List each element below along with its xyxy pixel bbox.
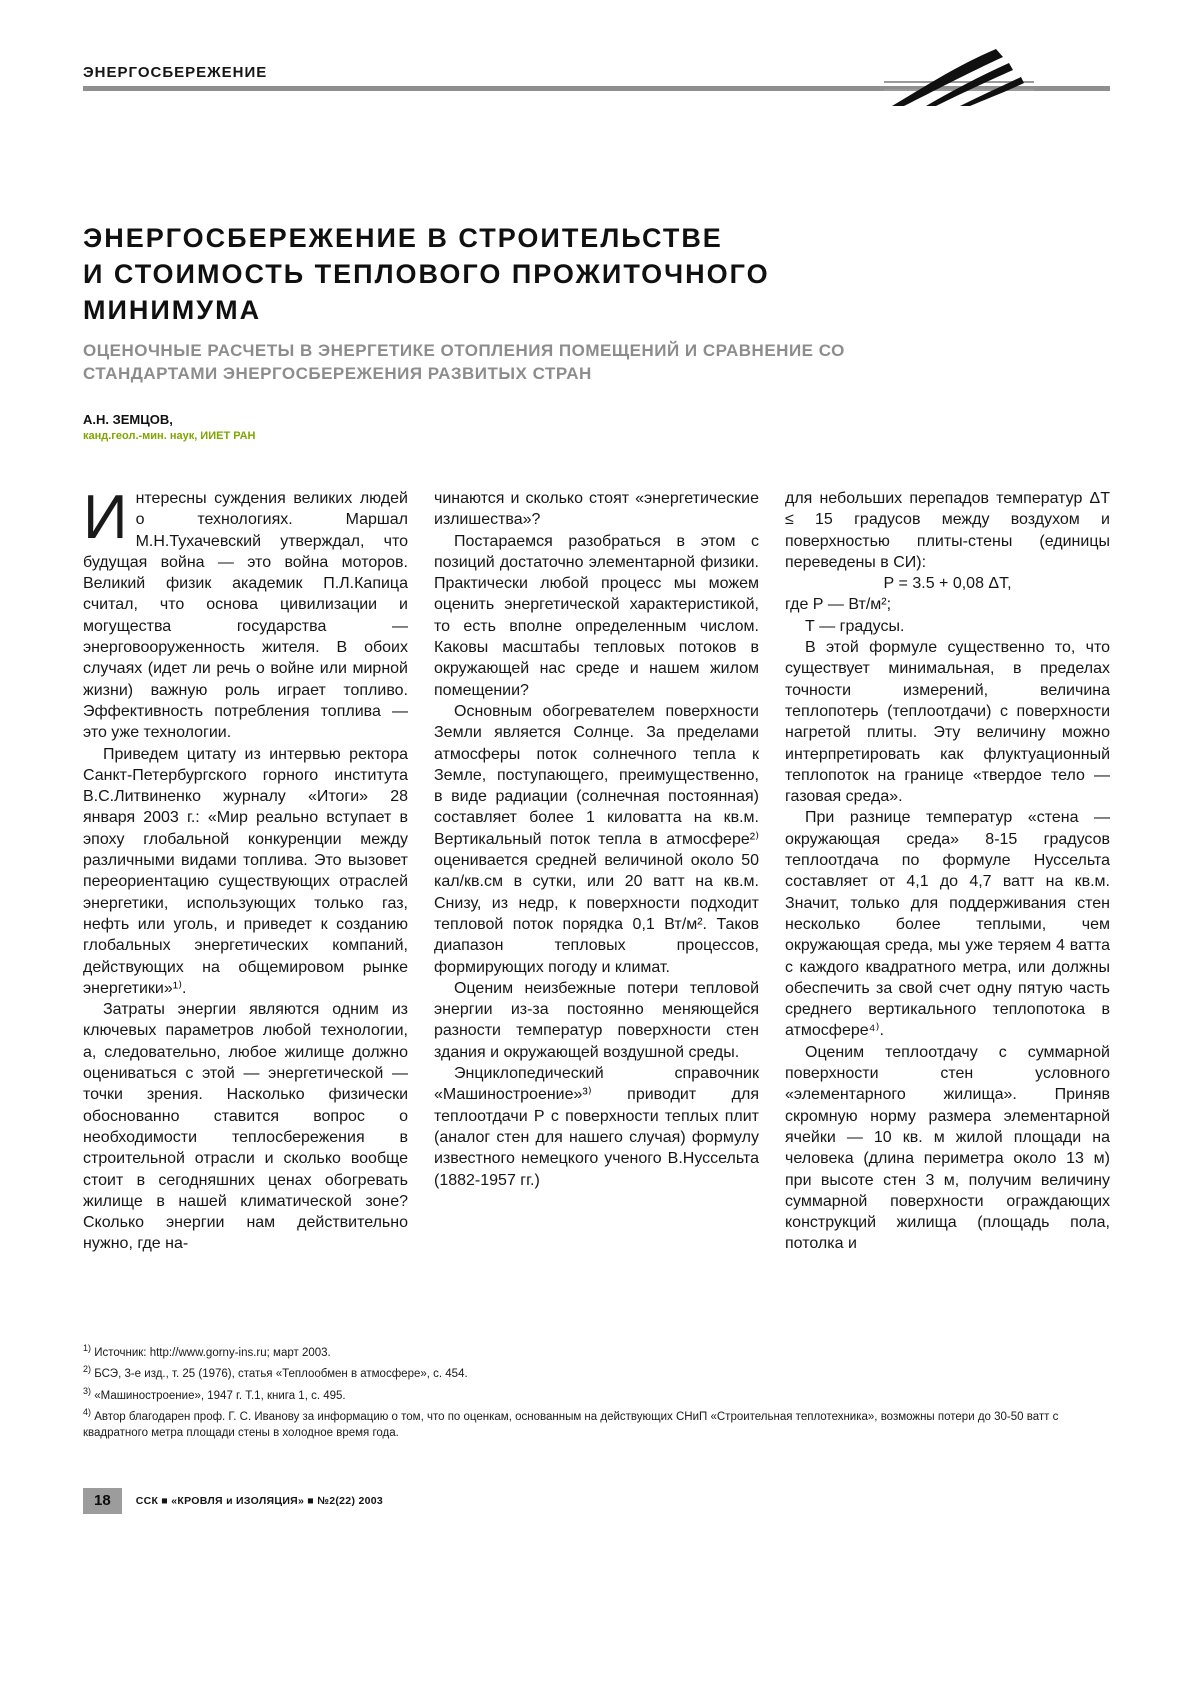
paragraph: Т — градусы. [805,617,905,635]
column-3 [785,488,1110,1320]
masthead [83,64,1110,91]
section-label: ЭНЕРГОСБЕРЕЖЕНИЕ [83,64,268,81]
paragraph: Оценим неизбежные потери тепловой энергии из-за постоянно меняющейся разности температур поверхности стен здания и окружающей воздушной среды. [434,979,759,1061]
subtitle-line: СТАНДАРТАМИ ЭНЕРГОСБЕРЕЖЕНИЯ РАЗВИТЫХ СТРАН [83,363,592,383]
title-line: И СТОИМОСТЬ ТЕПЛОВОГО ПРОЖИТОЧНОГО [83,259,770,290]
article-body [83,483,1110,1320]
author-affiliation: канд.геол.-мин. наук, ИИЕТ РАН [83,430,256,442]
footnote: $^{4)}$ Автор благодарен проф. Г. С. Иванову за информацию о том, что по оценкам, основанным на действующих СНиП «Строительная теплотехника», возможны потери до 30-50 ватт с квадратного метра площади стены в холодное время года. [83,1406,1059,1440]
paragraph: Приведем цитату из интервью ректора Санкт-Петербургского горного института В.С.Литвиненко журналу «Итоги» 28 января 2003 г.: «Мир реально вступает в эпоху глобальной конкуренции между различными видами топлива. Это вызовет переориентацию существующих отраслей энергетики, использующих только газ, нефть или уголь, и приведет к созданию глобальных энергетических компаний, действующих на общемировом рынке энергетики»¹⁾. [83,745,408,997]
dropcap-letter: И [83,483,128,552]
publisher-logo-icon [884,46,1034,108]
footnote-marker: 3) [83,1385,92,1396]
title-line: МИНИМУМА [83,295,262,326]
author-name: А.Н. ЗЕМЦОВ, [83,412,173,427]
footnote: $^{1)}$ Источник: http://www.gorny-ins.ru; март 2003. [83,1343,331,1359]
paragraph: для небольших перепадов температур ΔT ≤ 15 градусов между воздухом и поверхностью плиты-стены (единицы переведены в СИ): [785,490,1110,571]
article-title [83,220,770,329]
column-1 [83,483,408,1320]
paragraph: При разнице температур «стена — окружающая среда» 8-15 градусов теплоотдача по формуле Нуссельта составляет от 4,1 до 4,7 ватт на кв.м. Значит, только для поддерживания стен несколько более теплыми, чем окружающая среда, мы уже теряем 4 ватта с каждого квадратного метра, или должны обеспечить за свой счет одну пятую часть среднего вертикального теплопотока в атмосфере⁴⁾. [785,809,1110,1040]
article-subtitle [83,340,845,386]
paragraph: где Р — Вт/м²; [785,596,892,614]
footnote: $^{2)}$ БСЭ, 3-е изд., т. 25 (1976), статья «Теплообмен в атмосфере», с. 454. [83,1364,468,1381]
author-block [83,412,256,442]
paragraph: Постараемся разобраться в этом с позиций достаточно элементарной физики. Практически любой процесс мы можем оценить энергетической характеристикой, то есть вполне определенным числом. Каковы масштабы тепловых потоков в окружающей нас среде и нашем жилом помещении? [434,532,759,699]
footnotes [83,1340,1110,1442]
paragraph: Р = 3.5 + 0,08 ΔT, [883,575,1012,593]
paragraph: В этой формуле существенно то, что существует минимальная, в пределах точности измерений, величина теплопотерь (теплоотдачи) с поверхности нагретой плиты. Эту величину можно интерпретировать как флуктуационный теплопоток на границе «твердое тело — газовая среда». [785,639,1110,806]
paragraph: Основным обогревателем поверхности Земли является Солнце. За пределами атмосферы поток солнечного тепла к Земле, поступающего, преимущественно, в виде радиации (солнечная постоянная) составляет более 1 киловатта на кв.м. Вертикальный поток тепла в атмосфере²⁾ оценивается средней величиной около 50 кал/кв.см в сутки, или 20 ватт на кв.м. Снизу, из недр, к поверхности подходит тепловой поток порядка 0,1 Вт/м². Таков диапазон тепловых процессов, формирующих погоду и климат. [434,702,759,976]
page-footer [83,1488,383,1514]
paragraph: Интересны суждения великих людей о технологиях. Маршал М.Н.Тухачевский утверждал, что будущая война — это война моторов. Великий физик академик П.Л.Капица считал, что основа цивилизации и могущества государства — энерговооруженность жителя. В обоих случаях (идет ли речь о войне или мирной жизни) важную роль играет топливо. Эффективность потребления топлива — это уже технологии. [83,483,408,742]
column-2 [434,488,759,1320]
paragraph: Энциклопедический справочник «Машиностроение»³⁾ приводит для теплоотдачи Р с поверхности теплых плит (аналог стен для нашего случая) формулу известного немецкого ученого В.Нуссельта (1882-1957 гг.) [434,1065,759,1189]
title-line: ЭНЕРГОСБЕРЕЖЕНИЕ В СТРОИТЕЛЬСТВЕ [83,223,723,253]
footnote: $^{3)}$ «Машиностроение», 1947 г. Т.1, книга 1, с. 495. [83,1385,346,1402]
page-number: 18 [83,1488,122,1514]
footnote-marker: 2) [83,1364,92,1375]
paragraph: чинаются и сколько стоят «энергетические излишества»? [434,490,759,529]
paragraph: Оценим теплоотдачу с суммарной поверхности стен условного «элементарного жилища». Приняв скромную норму размера элементарной ячейки — 10 кв. м жилой площади на человека (длина периметра около 13 м) при высоте стен 3 м, получим величину суммарной поверхности ограждающих конструкций жилища (площадь пола, потолка и [785,1043,1110,1253]
footnote-marker: 1) [83,1343,92,1353]
subtitle-line: ОЦЕНОЧНЫЕ РАСЧЕТЫ В ЭНЕРГЕТИКЕ ОТОПЛЕНИЯ ПОМЕЩЕНИЙ И СРАВНЕНИЕ СО [83,341,845,360]
journal-imprint: ССК ■ «КРОВЛЯ и ИЗОЛЯЦИЯ» ■ №2(22) 2003 [135,1495,384,1507]
paragraph: Затраты энергии являются одним из ключевых параметров любой технологии, а, следовательно, любое жилище должно оцениваться с этой — энергетической — точки зрения. Насколько физически обоснованно ставится вопрос о необходимости теплосбережения в строительной отрасли и сколько вообще стоит в сегодняшних ценах обогревать жилище в нашей климатической зоне? Сколько энергии нам действительно нужно, где на- [83,1001,408,1253]
footnote-marker: 4) [83,1406,92,1417]
